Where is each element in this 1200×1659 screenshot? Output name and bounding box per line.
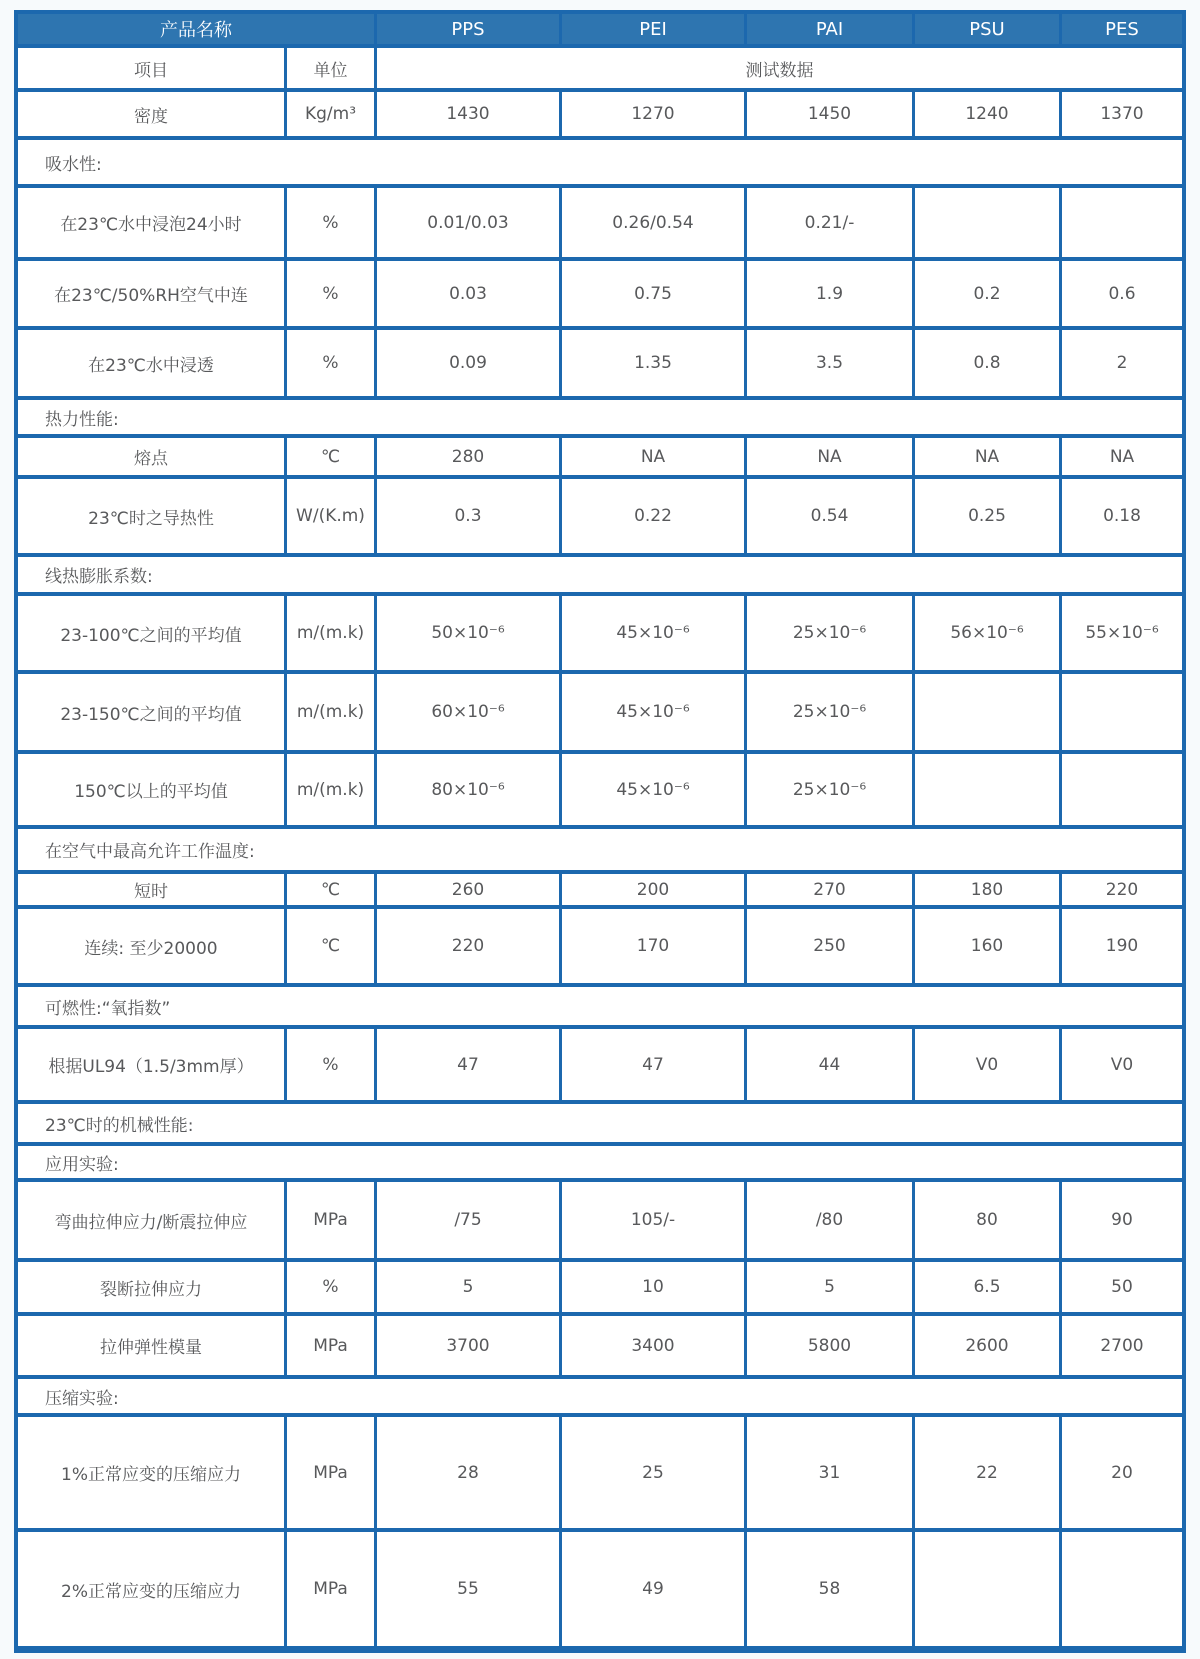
value-pps: 260 (377, 874, 562, 905)
row-label: 在23℃水中浸透 (18, 330, 287, 396)
value-pai: 1450 (747, 92, 915, 136)
table-row (18, 261, 1182, 330)
value-pai: 58 (747, 1532, 915, 1646)
value-pai: 5 (747, 1262, 915, 1312)
value-psu: 56×10⁻⁶ (915, 596, 1062, 670)
section-label: 压缩实验: (45, 1388, 119, 1409)
value-pes (1062, 674, 1182, 750)
value-pps: 28 (377, 1417, 562, 1528)
value-pps: 1430 (377, 92, 562, 136)
value-pai: 44 (747, 1029, 915, 1100)
header-col-pai: PAI (747, 14, 915, 44)
value-pai: 250 (747, 909, 915, 983)
unit-value: ℃ (287, 909, 377, 983)
section-row (18, 1146, 1182, 1182)
unit-value: m/(m.k) (287, 754, 377, 825)
value-pes: V0 (1110, 1054, 1134, 1075)
subheader-item: 项目 (18, 48, 287, 88)
value-pei: 49 (562, 1532, 747, 1646)
value-pes: 0.18 (1103, 506, 1141, 526)
value-pei: 1.35 (562, 330, 747, 396)
value-pps: 0.09 (377, 330, 562, 396)
section-row (18, 400, 1182, 438)
value-pes: 0.6 (1108, 283, 1136, 304)
unit-value: % (287, 330, 377, 396)
value-pes (1062, 754, 1182, 825)
value-pps: 60×10⁻⁶ (377, 674, 562, 750)
value-pei: 45×10⁻⁶ (562, 596, 747, 670)
value-psu: 2600 (915, 1316, 1062, 1375)
value-pps: 47 (377, 1029, 562, 1100)
value-psu: 6.5 (915, 1262, 1062, 1312)
value-pes: 55×10⁻⁶ (1085, 623, 1159, 643)
value-pps: 0.03 (377, 261, 562, 326)
header-product-name: 产品名称 (18, 14, 377, 44)
row-label: 150℃以上的平均值 (18, 754, 287, 825)
section-row (18, 140, 1182, 188)
table-row (18, 596, 1182, 674)
header-col-pei: PEI (562, 14, 747, 44)
value-pei: NA (562, 438, 747, 475)
section-label: 在空气中最高允许工作温度: (45, 842, 255, 862)
value-pes: 2 (1116, 353, 1128, 373)
row-label: 23-100℃之间的平均值 (18, 596, 287, 670)
unit-value: MPa (287, 1417, 377, 1528)
table-row (18, 909, 1182, 987)
table-row (18, 754, 1182, 829)
value-pps: 280 (377, 438, 562, 475)
unit-value: Kg/m³ (287, 92, 377, 136)
value-psu: 22 (915, 1417, 1062, 1528)
value-pes: 220 (1105, 879, 1139, 900)
section-row (18, 829, 1182, 874)
value-pes (1062, 188, 1182, 257)
value-pes: 90 (1111, 1210, 1133, 1230)
value-pai: 5800 (747, 1316, 915, 1375)
value-pei: 170 (562, 909, 747, 983)
row-label: 短时 (18, 874, 287, 905)
value-pai: /80 (747, 1182, 915, 1258)
table-row (18, 1316, 1182, 1379)
row-label: 根据UL94（1.5/3mm厚） (18, 1029, 287, 1100)
table-row (18, 1182, 1182, 1262)
value-pei: 10 (562, 1262, 747, 1312)
subheader-unit: 单位 (287, 48, 377, 88)
section-label: 应用实验: (45, 1154, 119, 1175)
value-pps: 55 (377, 1532, 562, 1646)
value-psu: 160 (915, 909, 1062, 983)
unit-value: W/(K.m) (287, 479, 377, 553)
unit-value: ℃ (287, 438, 377, 475)
row-label: 熔点 (18, 438, 287, 475)
row-label: 连续: 至少20000 (18, 909, 287, 983)
value-pes: 50 (1111, 1277, 1133, 1297)
table-row (18, 479, 1182, 557)
value-psu (915, 674, 1062, 750)
unit-value: % (287, 261, 377, 326)
value-psu: 0.25 (915, 479, 1062, 553)
row-label: 2%正常应变的压缩应力 (18, 1532, 287, 1646)
value-pai: 25×10⁻⁶ (747, 674, 915, 750)
unit-value: MPa (287, 1182, 377, 1258)
value-psu: 180 (915, 874, 1062, 905)
value-pps: 5 (377, 1262, 562, 1312)
unit-value: % (287, 1262, 377, 1312)
value-pei: 0.26/0.54 (562, 188, 747, 257)
value-pei: 0.75 (562, 261, 747, 326)
row-label: 拉伸弹性模量 (18, 1316, 287, 1375)
value-pai: 25×10⁻⁶ (747, 596, 915, 670)
table-row (18, 438, 1182, 479)
value-pei: 45×10⁻⁶ (562, 674, 747, 750)
subheader-test-data: 测试数据 (745, 60, 814, 81)
row-label: 在23℃/50%RH空气中连 (18, 261, 287, 326)
value-pai: 31 (747, 1417, 915, 1528)
table-header-row (18, 14, 1182, 48)
value-pei: 45×10⁻⁶ (562, 754, 747, 825)
header-col-pes: PES (1062, 14, 1182, 44)
value-pps: 3700 (377, 1316, 562, 1375)
value-pai: 270 (747, 874, 915, 905)
section-row (18, 557, 1182, 596)
unit-value: % (287, 1029, 377, 1100)
value-psu: V0 (915, 1029, 1062, 1100)
table-row (18, 330, 1182, 400)
table-row (18, 92, 1182, 140)
value-pps: 50×10⁻⁶ (377, 596, 562, 670)
row-label: 弯曲拉伸应力/断震拉伸应 (18, 1182, 287, 1258)
value-pai: 3.5 (747, 330, 915, 396)
value-pps: 80×10⁻⁶ (377, 754, 562, 825)
value-pai: 25×10⁻⁶ (747, 754, 915, 825)
value-pes: 2700 (1100, 1335, 1144, 1356)
table-row (18, 188, 1182, 261)
section-row (18, 987, 1182, 1029)
value-psu: 1240 (915, 92, 1062, 136)
table-row (18, 1262, 1182, 1316)
row-label: 在23℃水中浸泡24小时 (18, 188, 287, 257)
value-psu (915, 754, 1062, 825)
value-pei: 1270 (562, 92, 747, 136)
section-label: 热力性能: (45, 409, 119, 430)
value-pai: 0.54 (747, 479, 915, 553)
row-label: 密度 (18, 92, 287, 136)
unit-value: % (287, 188, 377, 257)
row-label: 1%正常应变的压缩应力 (18, 1417, 287, 1528)
value-psu: 80 (915, 1182, 1062, 1258)
table-row (18, 1532, 1182, 1646)
section-label: 23℃时的机械性能: (45, 1115, 194, 1136)
unit-value: m/(m.k) (287, 674, 377, 750)
value-pai: 1.9 (747, 261, 915, 326)
value-psu (915, 188, 1062, 257)
value-pps: 0.01/0.03 (377, 188, 562, 257)
header-col-pps: PPS (377, 14, 562, 44)
value-psu (915, 1532, 1062, 1646)
unit-value: MPa (287, 1532, 377, 1646)
value-pei: 200 (562, 874, 747, 905)
section-label: 吸水性: (45, 154, 102, 175)
value-pei: 0.22 (562, 479, 747, 553)
product-spec-table (14, 10, 1186, 1653)
value-pes: 1370 (1100, 104, 1144, 124)
table-row (18, 874, 1182, 909)
section-label: 线热膨胀系数: (45, 567, 153, 587)
table-row (18, 1417, 1182, 1532)
row-label: 23℃时之导热性 (18, 479, 287, 553)
value-pei: 25 (562, 1417, 747, 1528)
section-row (18, 1379, 1182, 1417)
value-pps: 220 (377, 909, 562, 983)
value-pei: 47 (562, 1029, 747, 1100)
row-label: 裂断拉伸应力 (18, 1262, 287, 1312)
value-pps: 0.3 (377, 479, 562, 553)
value-pai: 0.21/- (747, 188, 915, 257)
value-pes: 20 (1111, 1462, 1133, 1483)
value-pes: NA (1109, 446, 1135, 467)
table-row (18, 674, 1182, 754)
value-pei: 105/- (562, 1182, 747, 1258)
unit-value: m/(m.k) (287, 596, 377, 670)
section-row (18, 1104, 1182, 1146)
value-pps: /75 (377, 1182, 562, 1258)
unit-value: MPa (287, 1316, 377, 1375)
value-psu: 0.8 (915, 330, 1062, 396)
value-pes: 190 (1105, 936, 1139, 956)
row-label: 23-150℃之间的平均值 (18, 674, 287, 750)
table-row (18, 1029, 1182, 1104)
table-subheader-row (18, 48, 1182, 92)
section-label: 可燃性:“氧指数” (45, 998, 171, 1019)
header-col-psu: PSU (915, 14, 1062, 44)
value-pai: NA (747, 438, 915, 475)
unit-value: ℃ (287, 874, 377, 905)
value-pes (1062, 1532, 1182, 1646)
value-psu: 0.2 (915, 261, 1062, 326)
value-pei: 3400 (562, 1316, 747, 1375)
value-psu: NA (915, 438, 1062, 475)
